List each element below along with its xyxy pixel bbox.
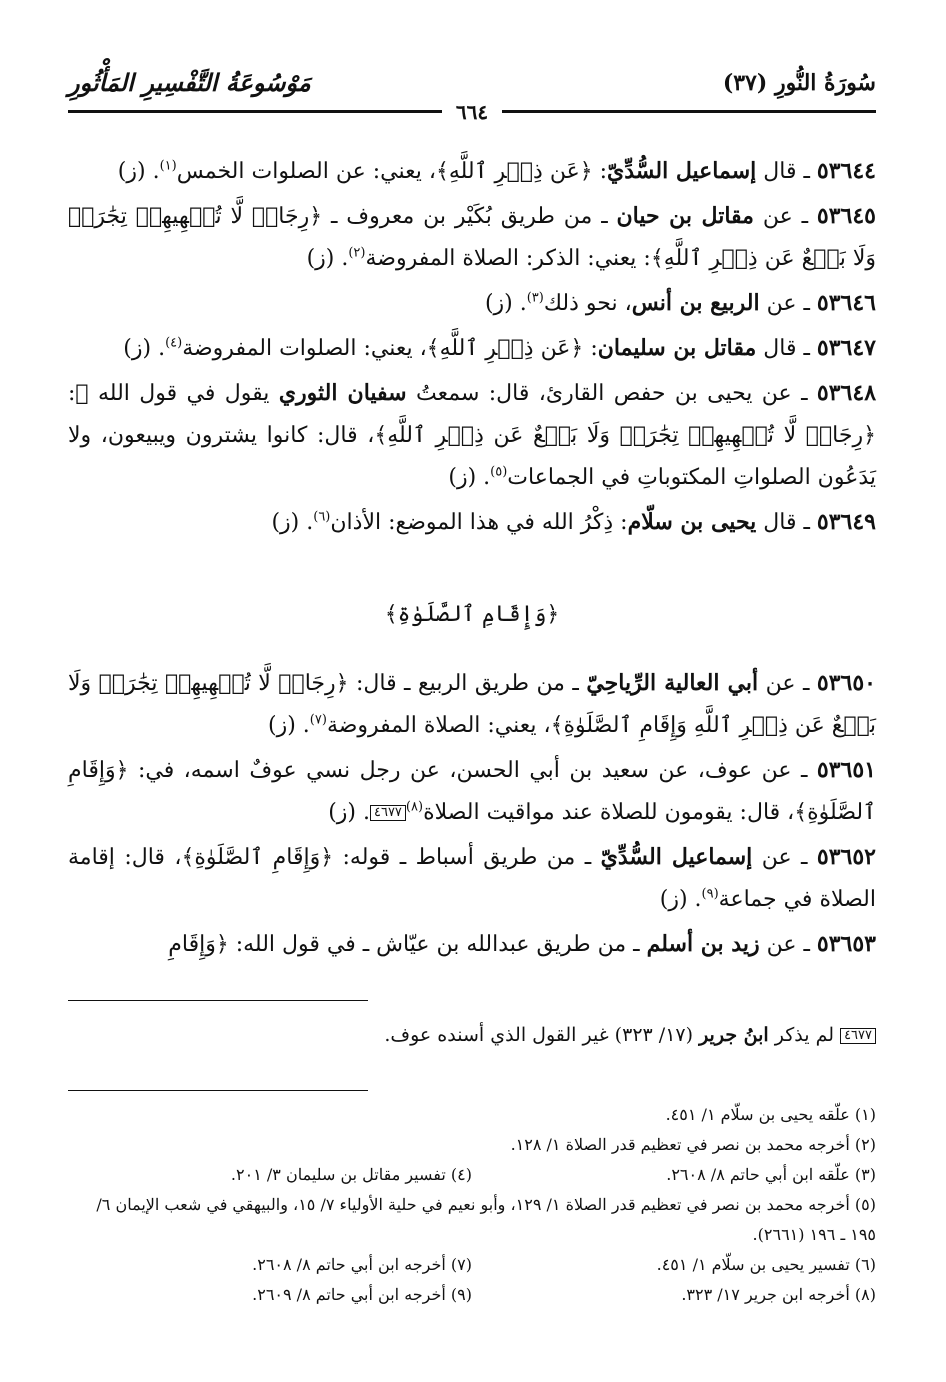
entry-text: ـ من طريق أسباط ـ قوله: ﴿وَإِقَامِ ٱلصَّلَوٰةِ﴾، قال: إقامة الصلاة في جماعة	[68, 845, 876, 912]
hadith-entry	[68, 662, 876, 747]
entry-lead: ـ عن يحيى بن حفص القارئ، قال: سمعتُ	[406, 381, 817, 406]
page-number: ٦٦٤	[68, 100, 876, 124]
entry-text: ـ من طريق بُكَيْر بن معروف ـ ﴿رِجَالٞ لَّا تُلۡهِيهِمۡ تِجَٰرَةٞ وَلَا بَيۡعٌ عَن ذِكۡرِ ٱللَّهِ﴾: يعني: الذكر: الصلاة المفروضة	[68, 204, 876, 271]
narrator-name: أبي العالية الرِّياحِيّ	[586, 670, 759, 696]
footnote-ref: (٨)	[405, 799, 424, 815]
hadith-entry	[68, 327, 876, 370]
entry-text: : ﴿عَن ذِكۡرِ ٱللَّهِ﴾، يعني: عن الصلوات الخمس	[176, 159, 607, 184]
entry-number: ٥٣٦٥٣	[816, 931, 876, 957]
entry-number: ٥٣٦٥٢	[816, 844, 876, 870]
footnote-ref: (٢)	[348, 245, 366, 261]
footnote-ref: (٤)	[165, 335, 183, 351]
footnote-ref: (١)	[159, 158, 177, 174]
note-box-number: ٤٦٧٧	[370, 805, 406, 821]
footnote: (٢) أخرجه محمد بن نصر في تعظيم قدر الصلاة ١/ ١٢٨.	[510, 1135, 876, 1154]
entry-number: ٥٣٦٤٦	[816, 290, 876, 316]
narrator-name: زيد بن أسلم	[646, 931, 760, 957]
narrator-name: إسماعيل السُّدِّيّ	[600, 844, 753, 870]
note-separator	[68, 1000, 368, 1001]
entry-lead: ـ قال	[756, 336, 817, 361]
entry-text: : ذِكْرُ الله في هذا الموضع: الأذان	[330, 510, 628, 535]
entry-lead: ـ عن	[759, 291, 817, 316]
entry-number: ٥٣٦٤٩	[816, 509, 876, 535]
entry-lead: ـ عن	[752, 845, 817, 870]
footnote: (٦) تفسير يحيى بن سلّام ١/ ٤٥١.	[656, 1255, 876, 1274]
main-text	[68, 150, 876, 968]
entry-end: . (ز)	[123, 336, 166, 361]
entry-lead: ـ قال	[756, 159, 817, 184]
footnote: (٤) تفسير مقاتل بن سليمان ٣/ ٢٠١.	[230, 1165, 472, 1184]
entry-end: . (ز)	[268, 713, 310, 738]
footnote-ref: (٥)	[490, 464, 508, 480]
narrator-name: مقاتل بن سليمان	[597, 335, 757, 361]
surah-title: سُورَةُ النُّورِ (٣٧)	[722, 70, 876, 96]
entry-end: . (ز)	[117, 159, 160, 184]
footnote-ref: (٣)	[526, 290, 544, 306]
note-box-number: ٤٦٧٧	[840, 1028, 876, 1044]
entry-number: ٥٣٦٥٠	[816, 670, 876, 696]
commentary-note	[68, 1020, 876, 1050]
entry-lead: ـ قال	[756, 510, 817, 535]
entry-number: ٥٣٦٤٤	[816, 158, 876, 184]
entry-text: ـ من طريق عبدالله بن عيّاش ـ في قول الله: ﴿وَإِقَامِ	[168, 932, 647, 957]
footnote-separator	[68, 1090, 368, 1091]
hadith-entry	[68, 282, 876, 325]
entry-end: . (ز)	[306, 246, 349, 271]
narrator-name: سفيان الثوري	[278, 380, 407, 406]
footnotes	[68, 1100, 876, 1310]
footnote-ref: (٧)	[309, 712, 327, 728]
footnote: (٨) أخرجه ابن جرير ١٧/ ٣٢٣.	[681, 1285, 876, 1304]
footnote-ref: (٩)	[701, 886, 719, 902]
hadith-entry	[68, 923, 876, 966]
note-text: لم يذكر	[768, 1024, 841, 1046]
narrator-name: مقاتل بن حيان	[616, 203, 754, 229]
book-title: مَوْسُوعَةُ التَّفْسِيرِ المَأْثُورِ	[68, 68, 311, 97]
entry-text: يقول في قول الله ﷻ: ﴿رِجَالٞ لَّا تُلۡهِيهِمۡ تِجَٰرَةٞ وَلَا بَيۡعٌ عَن ذِكۡرِ ٱللَّهِ﴾، قال: كانوا يشترون ويبيعون، ولا يَدَعُون الصلواتِ المكتوباتِ في الجماعات	[68, 381, 876, 490]
hadith-entry	[68, 150, 876, 193]
entry-lead: ـ عن	[753, 204, 817, 229]
footnote: (٧) أخرجه ابن أبي حاتم ٨/ ٢٦٠٨.	[252, 1255, 472, 1274]
entry-text: ، نحو ذلك	[543, 291, 632, 316]
entry-text: ـ من طريق الربيع ـ قال: ﴿رِجَالٞ لَّا تُلۡهِيهِمۡ تِجَٰرَةٞ وَلَا بَيۡعٌ عَن ذِكۡرِ ٱللَّهِ وَإِقَامِ ٱلصَّلَوٰةِ﴾، يعني: الصلاة المفروضة	[68, 671, 876, 738]
note-text-rest: (١٧/ ٣٢٣) غير القول الذي أسنده عوف.	[384, 1024, 700, 1046]
hadith-entry	[68, 501, 876, 544]
entry-number: ٥٣٦٤٨	[816, 380, 877, 406]
entry-lead: ـ عن	[758, 671, 817, 696]
footnote: (١) علّقه يحيى بن سلّام ١/ ٤٥١.	[665, 1105, 876, 1124]
entry-lead: ـ عن	[759, 932, 817, 957]
entry-lead: ـ عن عوف، عن سعيد بن أبي الحسن، عن رجل نسي عوفٌ اسمه، في: ﴿وَإِقَامِ ٱلصَّلَوٰةِ﴾، قال: يقومون للصلاة عند مواقيت الصلاة	[68, 758, 876, 825]
entry-number: ٥٣٦٤٥	[816, 203, 876, 229]
entry-end: . (ز)	[484, 291, 527, 316]
footnote: (٩) أخرجه ابن أبي حاتم ٨/ ٢٦٠٩.	[252, 1285, 472, 1304]
entry-end: . (ز)	[448, 465, 491, 490]
entry-end: . (ز)	[328, 800, 370, 825]
footnote-ref: (٦)	[313, 509, 331, 525]
hadith-entry	[68, 836, 876, 921]
note-name: ابنُ جرير	[699, 1024, 769, 1046]
narrator-name: يحيى بن سلّام	[627, 509, 757, 535]
hadith-entry	[68, 195, 876, 280]
narrator-name: الربيع بن أنس	[631, 290, 760, 316]
hadith-entry	[68, 749, 876, 834]
entry-text: : ﴿عَن ذِكۡرِ ٱللَّهِ﴾، يعني: الصلوات المفروضة	[182, 336, 598, 361]
entry-end: . (ز)	[659, 887, 702, 912]
page	[68, 60, 876, 1360]
entry-number: ٥٣٦٤٧	[816, 335, 876, 361]
footnote: (٥) أخرجه محمد بن نصر في تعظيم قدر الصلاة ١/ ١٢٩، وأبو نعيم في حلية الأولياء ٧/ ١٥، والبيهقي في شعب الإيمان ٦/ ١٩٥ ـ ١٩٦ (٢٦٦١).	[96, 1195, 876, 1244]
entry-number: ٥٣٦٥١	[816, 757, 876, 783]
footnote: (٣) علّقه ابن أبي حاتم ٨/ ٢٦٠٨.	[666, 1165, 876, 1184]
hadith-entry	[68, 372, 876, 499]
section-heading: ﴿وَإِقَامِ ٱلصَّلَوٰةِ﴾	[384, 602, 560, 627]
entry-end: . (ز)	[271, 510, 314, 535]
narrator-name: إسماعيل السُّدِّيّ	[607, 158, 757, 184]
